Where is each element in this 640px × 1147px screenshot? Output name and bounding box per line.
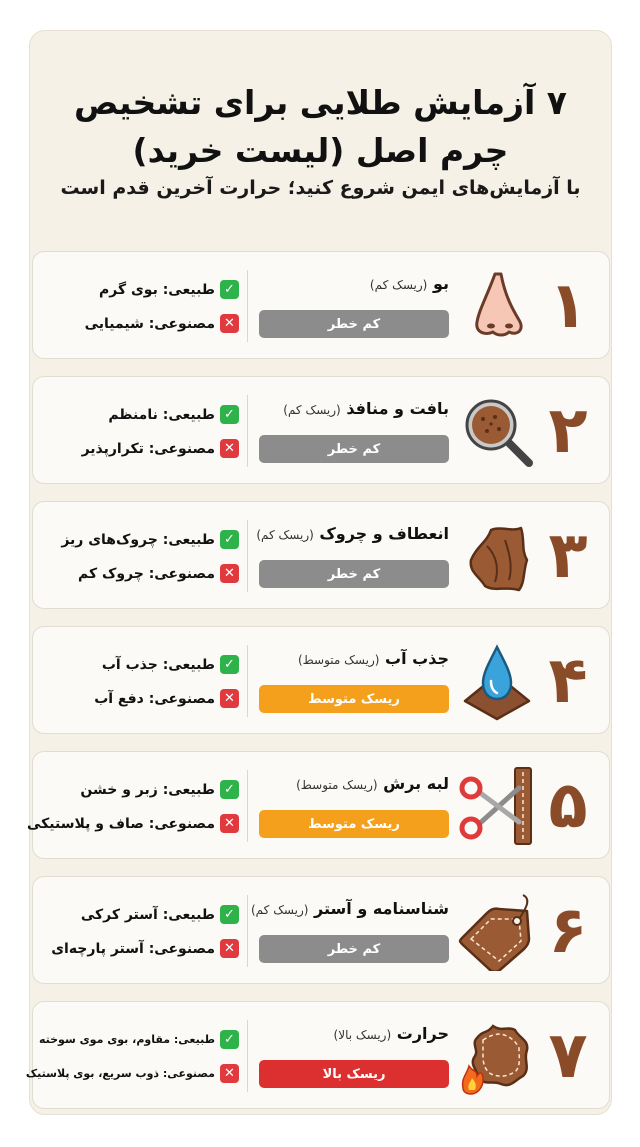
natural-text: طبیعی: نامنظم: [108, 406, 215, 423]
test-name: انعطاف و چروک: [319, 524, 449, 543]
water-drop-icon: [457, 641, 537, 721]
synthetic-text: مصنوعی: دفع آب: [94, 690, 215, 707]
test-title: [249, 899, 449, 918]
fire-hide-icon: [457, 1016, 537, 1096]
test-risk-label: (ریسک کم): [283, 403, 341, 417]
risk-badge: کم خطر: [259, 310, 449, 338]
card-divider: [247, 770, 248, 842]
test-number: ۱: [548, 269, 588, 343]
natural-result: [43, 655, 239, 674]
test-number: ۳: [548, 519, 588, 593]
card-divider: [247, 645, 248, 717]
card-divider: [247, 895, 248, 967]
risk-badge: ریسک متوسط: [259, 685, 449, 713]
cross-icon: ✕: [220, 439, 239, 458]
synthetic-text: مصنوعی: ذوب سریع، بوی پلاستیک: [25, 1067, 215, 1080]
synthetic-text: مصنوعی: شیمیایی: [84, 315, 215, 332]
synthetic-result: [43, 314, 239, 333]
check-icon: ✓: [220, 905, 239, 924]
natural-result: [38, 1030, 239, 1049]
test-card: [25, 1001, 610, 1109]
check-icon: ✓: [220, 405, 239, 424]
test-number: ۴: [548, 644, 588, 718]
synthetic-result: [43, 939, 239, 958]
card-divider: [247, 270, 248, 342]
natural-text: طبیعی: مقاوم، بوی موی سوخته: [38, 1033, 215, 1046]
natural-text: طبیعی: زبر و خشن: [80, 781, 215, 798]
risk-badge: ریسک بالا: [259, 1060, 449, 1088]
test-card: [32, 876, 610, 984]
test-card: [32, 251, 610, 359]
synthetic-result: [43, 439, 239, 458]
risk-badge: کم خطر: [259, 935, 449, 963]
test-name: شناسنامه و آستر: [314, 899, 449, 918]
test-card: [26, 751, 610, 859]
test-name: بافت و منافذ: [346, 399, 449, 418]
cross-icon: ✕: [220, 564, 239, 583]
test-card: [32, 626, 610, 734]
synthetic-text: مصنوعی: چروک کم: [78, 565, 215, 582]
page-title: ۷ آزمایش طلایی برای تشخیص چرم اصل (لیست خرید): [74, 83, 567, 170]
synthetic-result: [43, 689, 239, 708]
cross-icon: ✕: [220, 314, 239, 333]
test-risk-label: (ریسک کم): [251, 903, 309, 917]
natural-result: [43, 405, 239, 424]
check-icon: ✓: [220, 655, 239, 674]
check-icon: ✓: [220, 1030, 239, 1049]
cross-icon: ✕: [220, 939, 239, 958]
test-card: [32, 501, 610, 609]
natural-text: طبیعی: جذب آب: [101, 656, 215, 673]
test-risk-label: (ریسک بالا): [333, 1028, 392, 1042]
natural-result: [43, 530, 239, 549]
cross-icon: ✕: [220, 689, 239, 708]
cross-icon: ✕: [220, 1064, 239, 1083]
magnifier-icon: [457, 391, 537, 471]
card-divider: [247, 1020, 248, 1092]
synthetic-result: [43, 564, 239, 583]
test-number: ۵: [548, 769, 588, 843]
synthetic-text: مصنوعی: آستر پارچه‌ای: [51, 940, 215, 957]
test-risk-label: (ریسک کم): [369, 278, 428, 292]
test-title: [249, 774, 449, 793]
page-subtitle: با آزمایش‌های ایمن شروع کنید؛ حرارت آخرین قدم است: [60, 177, 581, 199]
test-number: ۷: [548, 1019, 588, 1093]
natural-result: [43, 905, 239, 924]
natural-text: طبیعی: چروک‌های ریز: [61, 531, 215, 548]
test-name: بو: [432, 274, 449, 293]
nose-icon: [457, 266, 537, 346]
test-title: [249, 399, 449, 418]
test-card: [32, 376, 610, 484]
card-divider: [247, 520, 248, 592]
test-name: لبه برش: [383, 774, 449, 793]
synthetic-text: مصنوعی: تکرارپذیر: [81, 440, 215, 457]
test-risk-label: (ریسک متوسط): [297, 653, 380, 667]
leather-fold-icon: [457, 516, 537, 596]
test-number: ۶: [548, 894, 588, 968]
scissors-icon: [457, 766, 537, 846]
test-title: [249, 524, 449, 543]
check-icon: ✓: [220, 280, 239, 299]
test-risk-label: (ریسک متوسط): [296, 778, 378, 792]
test-number: ۲: [548, 394, 588, 468]
synthetic-result: [26, 814, 239, 833]
tag-icon: [457, 891, 537, 971]
natural-result: [43, 780, 239, 799]
infographic-sheet: [25, 30, 612, 1115]
test-name: حرارت: [396, 1024, 449, 1043]
test-title: [249, 1024, 449, 1043]
check-icon: ✓: [220, 530, 239, 549]
test-title: [249, 274, 449, 293]
test-name: جذب آب: [385, 649, 449, 668]
card-divider: [247, 395, 248, 467]
synthetic-result: [25, 1064, 239, 1083]
natural-text: طبیعی: بوی گرم: [98, 281, 215, 298]
synthetic-text: مصنوعی: صاف و پلاستیکی: [26, 815, 215, 832]
risk-badge: کم خطر: [259, 560, 449, 588]
check-icon: ✓: [220, 780, 239, 799]
natural-result: [43, 280, 239, 299]
natural-text: طبیعی: آستر کرکی: [80, 906, 215, 923]
cross-icon: ✕: [220, 814, 239, 833]
test-title: [249, 649, 449, 668]
test-risk-label: (ریسک کم): [256, 528, 314, 542]
risk-badge: ریسک متوسط: [259, 810, 449, 838]
risk-badge: کم خطر: [259, 435, 449, 463]
